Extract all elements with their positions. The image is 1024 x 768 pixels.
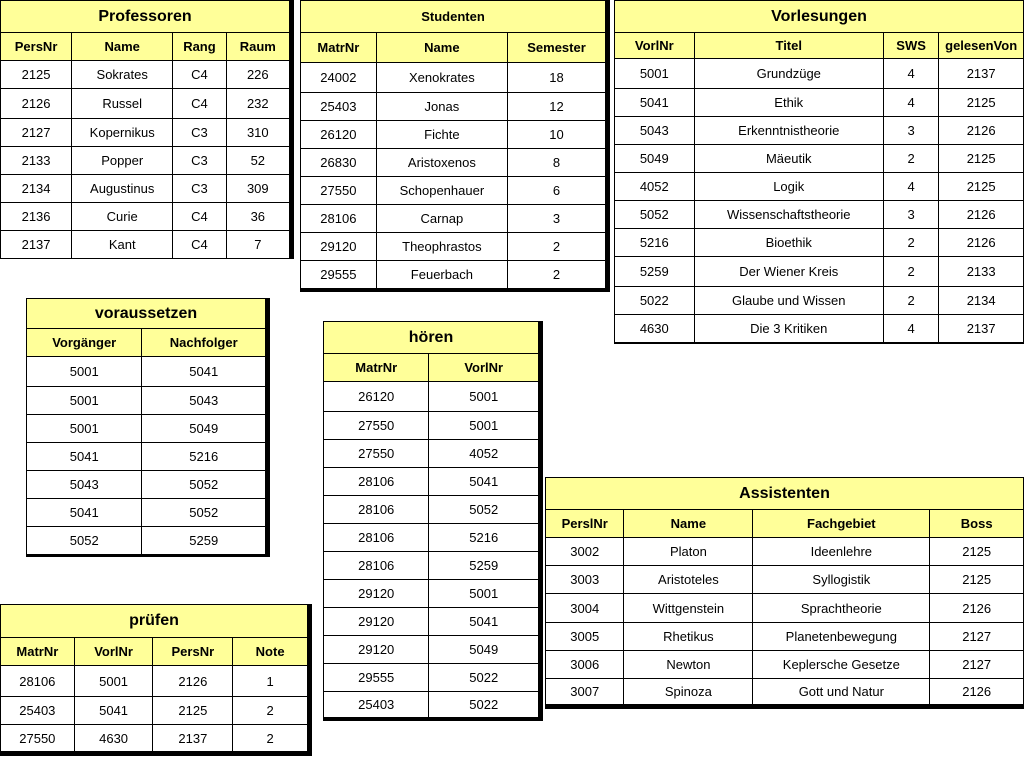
table-cell: 25403 (301, 93, 377, 121)
table-cell: 2137 (153, 725, 233, 752)
table-cell: 5041 (74, 696, 153, 725)
table-cell: 26830 (301, 149, 377, 177)
table-cell: 5001 (27, 387, 142, 415)
table-cell: 6 (508, 177, 606, 205)
column-header: Semester (508, 33, 606, 63)
table-row (301, 205, 606, 233)
table-cell: 309 (226, 175, 289, 203)
table-row (615, 201, 1024, 229)
table-cell: Wissenschaftstheorie (694, 201, 883, 229)
table-cell: 10 (508, 121, 606, 149)
table-cell: Glaube und Wissen (694, 287, 883, 315)
table-row (1, 175, 290, 203)
table-cell: 2126 (939, 229, 1024, 257)
table-cell: 7 (226, 231, 289, 259)
table-cell: 28106 (324, 496, 429, 524)
column-header: MatrNr (301, 33, 377, 63)
table-title: Assistenten (546, 478, 1024, 510)
table-row (324, 608, 539, 636)
table-cell: 5041 (27, 443, 142, 471)
table-row (324, 580, 539, 608)
table-row (324, 412, 539, 440)
table-cell: 2127 (1, 119, 72, 147)
table-cell: C4 (173, 231, 226, 259)
table-cell: 3007 (546, 678, 624, 704)
table-cell: 2126 (1, 89, 72, 119)
table-row (546, 622, 1024, 650)
table-cell: Bioethik (694, 229, 883, 257)
table-cell: 4052 (615, 173, 695, 201)
table-cell: 2136 (1, 203, 72, 231)
table-cell: 2125 (930, 538, 1024, 566)
column-header: Rang (173, 33, 226, 61)
table-cell: 5022 (429, 692, 539, 718)
table-cell: 29120 (301, 233, 377, 261)
table-cell: 232 (226, 89, 289, 119)
table-cell: Fichte (376, 121, 507, 149)
table-row (324, 382, 539, 412)
column-header: PerslNr (546, 510, 624, 538)
table-row (546, 650, 1024, 678)
table-cell: 28106 (324, 552, 429, 580)
table-cell: 3005 (546, 622, 624, 650)
table-cell: 2125 (939, 89, 1024, 117)
table-cell: Platon (624, 538, 753, 566)
table-row (1, 696, 308, 725)
table-hoeren (323, 321, 543, 721)
table-cell: 5041 (142, 357, 266, 387)
table-cell: C4 (173, 203, 226, 231)
table-cell: 2125 (1, 61, 72, 89)
table-row (546, 538, 1024, 566)
table-cell: 5052 (429, 496, 539, 524)
table-row (615, 287, 1024, 315)
table-cell: 29120 (324, 580, 429, 608)
table-cell: Planetenbewegung (753, 622, 930, 650)
table-cell: 24002 (301, 63, 377, 93)
table-title: Professoren (1, 1, 290, 33)
table-row (615, 117, 1024, 145)
table-cell: Die 3 Kritiken (694, 315, 883, 343)
table-cell: 5216 (142, 443, 266, 471)
table-row (546, 594, 1024, 622)
table-cell: 5052 (615, 201, 695, 229)
table-cell: 2127 (930, 650, 1024, 678)
column-header: Fachgebiet (753, 510, 930, 538)
table-title: prüfen (1, 605, 308, 638)
table-cell: 4052 (429, 440, 539, 468)
table-cell: 2125 (939, 145, 1024, 173)
table-cell: C4 (173, 61, 226, 89)
table-row (301, 233, 606, 261)
table-cell: 310 (226, 119, 289, 147)
table-cell: C4 (173, 89, 226, 119)
table-cell: 29555 (324, 664, 429, 692)
table-cell: Sprachtheorie (753, 594, 930, 622)
table-cell: 52 (226, 147, 289, 175)
table-cell: 2 (508, 233, 606, 261)
column-header: Name (72, 33, 173, 61)
table-cell: 26120 (324, 382, 429, 412)
column-header: Name (376, 33, 507, 63)
table-cell: 5041 (429, 468, 539, 496)
table-cell: Curie (72, 203, 173, 231)
table-cell: 5259 (429, 552, 539, 580)
column-header: Raum (226, 33, 289, 61)
table-cell: 3 (508, 205, 606, 233)
table-cell: 2126 (153, 666, 233, 697)
table-cell: 2137 (939, 315, 1024, 343)
table-cell: Wittgenstein (624, 594, 753, 622)
table-row (615, 59, 1024, 89)
table-cell: 2 (883, 287, 938, 315)
table-cell: 26120 (301, 121, 377, 149)
voraussetzen-grid (26, 298, 266, 555)
studenten-grid (300, 0, 606, 289)
table-cell: 5041 (615, 89, 695, 117)
table-row (615, 89, 1024, 117)
table-row (1, 203, 290, 231)
column-header: Note (233, 637, 308, 666)
table-row (27, 387, 266, 415)
table-cell: 5001 (27, 415, 142, 443)
professoren-grid (0, 0, 290, 259)
table-cell: 4 (883, 173, 938, 201)
table-cell: Grundzüge (694, 59, 883, 89)
table-cell: Feuerbach (376, 261, 507, 289)
table-cell: 2137 (1, 231, 72, 259)
table-cell: 4 (883, 89, 938, 117)
table-cell: 2 (883, 145, 938, 173)
table-cell: 5043 (142, 387, 266, 415)
column-header: Name (624, 510, 753, 538)
table-cell: 4630 (74, 725, 153, 752)
table-row (301, 149, 606, 177)
table-row (301, 121, 606, 149)
table-row (324, 496, 539, 524)
table-cell: Keplersche Gesetze (753, 650, 930, 678)
table-cell: 2 (233, 696, 308, 725)
table-cell: 2133 (939, 257, 1024, 287)
table-cell: 27550 (324, 412, 429, 440)
column-header: VorlNr (429, 354, 539, 382)
table-cell: Popper (72, 147, 173, 175)
table-cell: 2 (883, 257, 938, 287)
table-cell: Kant (72, 231, 173, 259)
column-header: PersNr (153, 637, 233, 666)
table-cell: Schopenhauer (376, 177, 507, 205)
table-row (1, 89, 290, 119)
column-header: VorlNr (74, 637, 153, 666)
table-cell: 5001 (615, 59, 695, 89)
table-cell: 5259 (615, 257, 695, 287)
table-cell: Erkenntnistheorie (694, 117, 883, 145)
table-cell: 28106 (1, 666, 75, 697)
table-row (27, 415, 266, 443)
table-row (301, 93, 606, 121)
table-cell: 5049 (615, 145, 695, 173)
table-cell: 5001 (429, 580, 539, 608)
table-studenten (300, 0, 610, 292)
table-cell: 2134 (1, 175, 72, 203)
table-cell: Jonas (376, 93, 507, 121)
table-row (324, 552, 539, 580)
table-cell: 28106 (301, 205, 377, 233)
table-pruefen (0, 604, 312, 756)
table-cell: Aristoteles (624, 566, 753, 594)
table-cell: 3 (883, 201, 938, 229)
table-cell: 5216 (615, 229, 695, 257)
column-header: MatrNr (1, 637, 75, 666)
table-cell: 5041 (27, 499, 142, 527)
table-row (324, 664, 539, 692)
table-cell: 5216 (429, 524, 539, 552)
table-cell: Augustinus (72, 175, 173, 203)
table-cell: 29555 (301, 261, 377, 289)
column-header: Nachfolger (142, 329, 266, 357)
table-cell: 5041 (429, 608, 539, 636)
table-cell: 2137 (939, 59, 1024, 89)
table-cell: C3 (173, 175, 226, 203)
table-cell: 27550 (324, 440, 429, 468)
table-cell: 2 (233, 725, 308, 752)
table-cell: 27550 (1, 725, 75, 752)
table-cell: Syllogistik (753, 566, 930, 594)
table-cell: 2 (508, 261, 606, 289)
column-header: gelesenVon (939, 33, 1024, 59)
table-assistenten (545, 477, 1024, 709)
table-cell: Gott und Natur (753, 678, 930, 704)
table-cell: 226 (226, 61, 289, 89)
table-row (324, 636, 539, 664)
column-header: VorlNr (615, 33, 695, 59)
table-cell: 5049 (142, 415, 266, 443)
table-title: hören (324, 322, 539, 354)
table-row (1, 119, 290, 147)
table-row (615, 257, 1024, 287)
table-row (301, 177, 606, 205)
table-row (301, 63, 606, 93)
table-cell: 28106 (324, 524, 429, 552)
table-row (324, 468, 539, 496)
table-cell: 5001 (74, 666, 153, 697)
table-cell: 2127 (930, 622, 1024, 650)
table-cell: Rhetikus (624, 622, 753, 650)
table-cell: 28106 (324, 468, 429, 496)
table-row (324, 440, 539, 468)
table-title: Studenten (301, 1, 606, 33)
column-header: Boss (930, 510, 1024, 538)
table-cell: Der Wiener Kreis (694, 257, 883, 287)
table-cell: C3 (173, 119, 226, 147)
table-title: voraussetzen (27, 299, 266, 329)
table-cell: 3003 (546, 566, 624, 594)
pruefen-grid (0, 604, 308, 752)
column-header: PersNr (1, 33, 72, 61)
table-row (27, 471, 266, 499)
table-row (1, 61, 290, 89)
table-row (1, 231, 290, 259)
table-cell: 4 (883, 59, 938, 89)
table-cell: 2 (883, 229, 938, 257)
table-cell: Logik (694, 173, 883, 201)
table-cell: Newton (624, 650, 753, 678)
table-cell: 5022 (429, 664, 539, 692)
column-header: Titel (694, 33, 883, 59)
table-cell: 5043 (27, 471, 142, 499)
table-cell: 12 (508, 93, 606, 121)
table-cell: 2125 (930, 566, 1024, 594)
table-row (546, 566, 1024, 594)
table-cell: 3004 (546, 594, 624, 622)
table-cell: 2126 (939, 201, 1024, 229)
table-cell: 5001 (27, 357, 142, 387)
table-cell: 5259 (142, 527, 266, 555)
table-row (324, 692, 539, 718)
table-cell: 5049 (429, 636, 539, 664)
table-cell: 5052 (142, 499, 266, 527)
table-cell: 2126 (930, 678, 1024, 704)
hoeren-grid (323, 321, 539, 718)
table-cell: 5022 (615, 287, 695, 315)
assistenten-grid (545, 477, 1024, 705)
table-cell: Spinoza (624, 678, 753, 704)
table-cell: Mäeutik (694, 145, 883, 173)
table-row (615, 315, 1024, 343)
table-cell: 2125 (939, 173, 1024, 201)
table-cell: 5043 (615, 117, 695, 145)
table-row (1, 147, 290, 175)
table-cell: 2125 (153, 696, 233, 725)
table-row (27, 527, 266, 555)
table-voraussetzen (26, 298, 270, 557)
column-header: MatrNr (324, 354, 429, 382)
table-row (1, 725, 308, 752)
table-cell: Kopernikus (72, 119, 173, 147)
table-cell: C3 (173, 147, 226, 175)
table-row (615, 229, 1024, 257)
table-row (27, 357, 266, 387)
vorlesungen-grid (614, 0, 1024, 343)
table-cell: Russel (72, 89, 173, 119)
table-cell: 3006 (546, 650, 624, 678)
table-cell: 25403 (324, 692, 429, 718)
table-cell: Ideenlehre (753, 538, 930, 566)
table-cell: 5001 (429, 382, 539, 412)
table-cell: 25403 (1, 696, 75, 725)
table-row (546, 678, 1024, 704)
table-cell: 2133 (1, 147, 72, 175)
table-cell: Carnap (376, 205, 507, 233)
table-cell: 2126 (939, 117, 1024, 145)
table-row (615, 173, 1024, 201)
table-row (301, 261, 606, 289)
table-row (615, 145, 1024, 173)
table-cell: 4 (883, 315, 938, 343)
table-cell: 36 (226, 203, 289, 231)
table-row (27, 443, 266, 471)
table-cell: Sokrates (72, 61, 173, 89)
table-cell: 5052 (27, 527, 142, 555)
table-cell: 27550 (301, 177, 377, 205)
table-cell: Ethik (694, 89, 883, 117)
table-cell: 18 (508, 63, 606, 93)
table-cell: Xenokrates (376, 63, 507, 93)
table-cell: 29120 (324, 608, 429, 636)
table-professoren (0, 0, 294, 259)
table-cell: 1 (233, 666, 308, 697)
table-cell: 3 (883, 117, 938, 145)
table-row (324, 524, 539, 552)
table-cell: 29120 (324, 636, 429, 664)
table-vorlesungen (614, 0, 1024, 344)
table-cell: 5001 (429, 412, 539, 440)
table-cell: 5052 (142, 471, 266, 499)
table-cell: Theophrastos (376, 233, 507, 261)
table-cell: 4630 (615, 315, 695, 343)
table-title: Vorlesungen (615, 1, 1024, 33)
table-cell: 8 (508, 149, 606, 177)
table-cell: 2126 (930, 594, 1024, 622)
table-cell: 3002 (546, 538, 624, 566)
table-row (27, 499, 266, 527)
table-row (1, 666, 308, 697)
table-cell: 2134 (939, 287, 1024, 315)
column-header: SWS (883, 33, 938, 59)
column-header: Vorgänger (27, 329, 142, 357)
table-cell: Aristoxenos (376, 149, 507, 177)
